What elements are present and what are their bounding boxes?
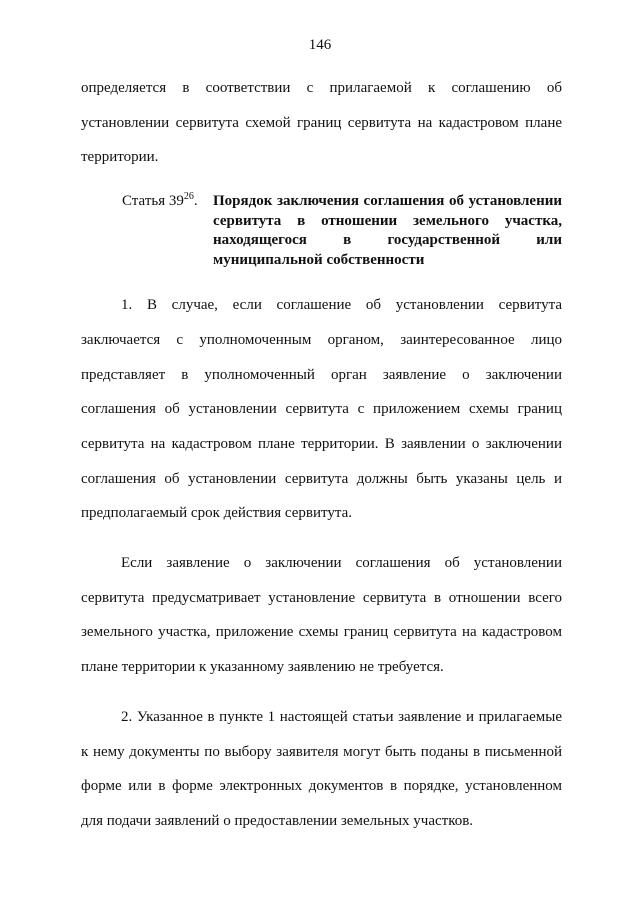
article-suffix: . (193, 193, 198, 210)
article-heading (81, 190, 562, 270)
paragraph-3: 2. Указанное в пункте 1 настоящей статьи заявление и прилагаемые к нему документы по выбору заявителя могут быть поданы в письменной форме или в форме электронных документов в порядке, установленном для подачи заявлений о предоставлении земельных участков. (81, 708, 562, 829)
article-superscript: 26 (183, 191, 194, 203)
paragraph-1: 1. В случае, если соглашение об установлении сервитута заключается с уполномоченным органом, заинтересованное лицо представляет в уполномоченный орган заявление о заключении соглашения об установлении сервитута с приложением схемы границ сервитута на кадастровом плане территории. В заявлении о заключении соглашения об установлении сервитута должны быть указаны цель и предполагаемый срок действия сервитута. (81, 297, 562, 522)
page-number: 146 (308, 37, 332, 53)
article-number (81, 190, 213, 270)
paragraph-continuation: определяется в соответствии с прилагаемой к соглашению об установлении сервитута схемой границ сервитута на кадастровом плане территории. (81, 80, 562, 166)
article-label: Статья 39 (122, 193, 184, 210)
paragraph-2: Если заявление о заключении соглашения об установлении сервитута предусматривает установление сервитута в отношении всего земельного участка, приложение схемы границ сервитута на кадастровом плане территории к указанному заявлению не требуется. (81, 555, 562, 676)
article-title: Порядок заключения соглашения об установлении сервитута в отношении земельного участка, находящегося в государственной или муниципальной собственности (213, 193, 562, 268)
document-body (81, 71, 562, 839)
